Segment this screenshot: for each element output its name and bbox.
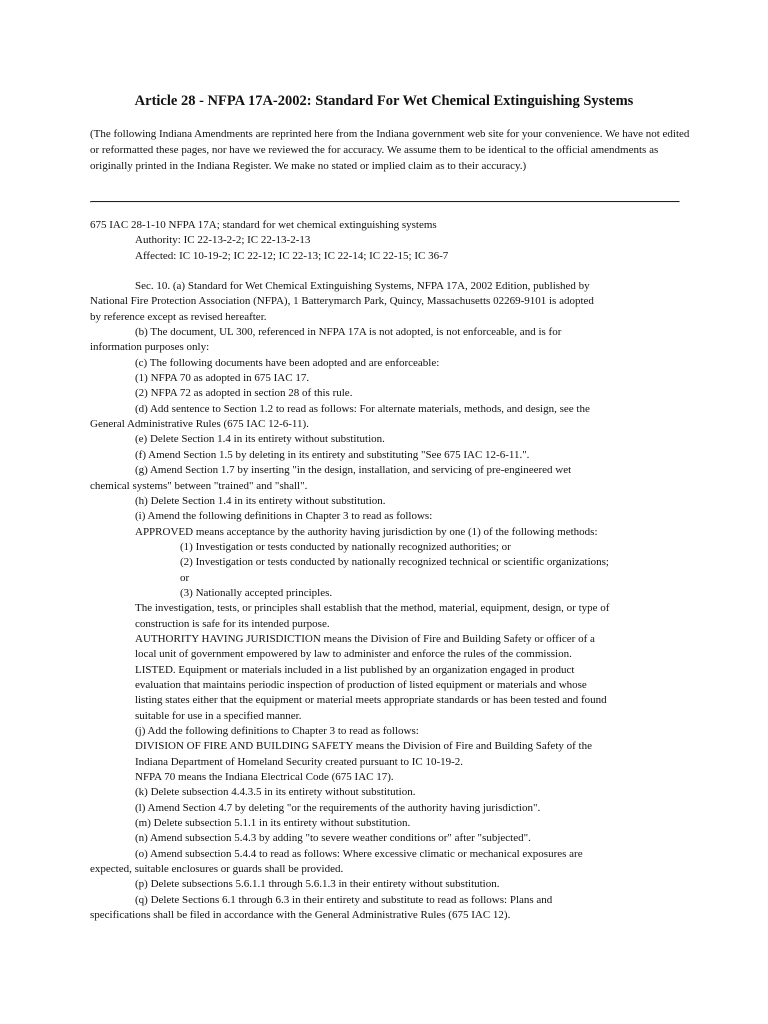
text-line: DIVISION OF FIRE AND BUILDING SAFETY means the Division of Fire and Building Safety of the [135, 740, 592, 753]
rule-body [90, 218, 690, 923]
text-line: (k) Delete subsection 4.4.3.5 in its entirety without substitution. [135, 786, 416, 799]
text-line: (3) Nationally accepted principles. [180, 586, 333, 599]
text-line: (n) Amend subsection 5.4.3 by adding "to severe weather conditions or" after "subjected". [135, 832, 531, 845]
text-line: information purposes only: [90, 341, 210, 354]
text-line: suitable for use in a specified manner. [135, 709, 302, 722]
text-line: evaluation that maintains periodic inspection of production of listed equipment or materials and whose [135, 678, 587, 691]
text-line: Indiana Department of Homeland Security created pursuant to IC 10-19-2. [135, 755, 464, 768]
text-line: NFPA 70 means the Indiana Electrical Code (675 IAC 17). [135, 771, 394, 784]
text-line: (b) The document, UL 300, referenced in NFPA 17A is not adopted, is not enforceable, and is for [135, 326, 562, 339]
section-text [90, 279, 690, 923]
text-line: (j) Add the following definitions to Chapter 3 to read as follows: [135, 725, 419, 737]
rule-citation: 675 IAC 28-1-10 NFPA 17A; standard for wet chemical extinguishing systems [90, 219, 437, 231]
text-line: (g) Amend Section 1.7 by inserting "in the design, installation, and servicing of pre-engineered wet [135, 464, 572, 477]
text-line: (1) Investigation or tests conducted by nationally recognized authorities; or [180, 540, 511, 553]
text-line: (l) Amend Section 4.7 by deleting "or the requirements of the authority having jurisdiction". [135, 801, 541, 814]
document-title: Article 28 - NFPA 17A-2002: Standard For Wet Chemical Extinguishing Systems [134, 93, 634, 109]
text-line: (c) The following documents have been adopted and are enforceable: [135, 356, 440, 369]
text-line: specifications shall be filed in accordance with the General Administrative Rules (675 IAC 12). [90, 909, 511, 922]
text-line: listing states either that the equipment or material meets appropriate standards or has been tested and found [135, 694, 607, 707]
text-line: (1) NFPA 70 as adopted in 675 IAC 17. [135, 372, 310, 385]
text-line: General Administrative Rules (675 IAC 12-6-11). [90, 418, 309, 431]
text-line: chemical systems" between "trained" and "shall". [90, 479, 308, 492]
text-line: (e) Delete Section 1.4 in its entirety without substitution. [135, 433, 385, 446]
text-line: LISTED. Equipment or materials included in a list published by an organization engaged in product [135, 663, 575, 676]
text-line: (i) Amend the following definitions in Chapter 3 to read as follows: [135, 510, 433, 523]
horizontal-rule [90, 201, 680, 203]
text-line: (q) Delete Sections 6.1 through 6.3 in their entirety and substitute to read as follows: Plans and [135, 893, 553, 906]
text-line: The investigation, tests, or principles shall establish that the method, material, equipment, design, or type of [135, 602, 610, 615]
text-line: (d) Add sentence to Section 1.2 to read as follows: For alternate materials, methods, and design, see the [135, 402, 590, 415]
text-line: APPROVED means acceptance by the authority having jurisdiction by one (1) of the following methods: [135, 525, 598, 538]
paragraph-gap [90, 264, 690, 279]
affected-line: Affected: IC 10-19-2; IC 22-12; IC 22-13; IC 22-14; IC 22-15; IC 36-7 [135, 249, 449, 262]
text-line: or [180, 571, 190, 584]
text-line: expected, suitable enclosures or guards shall be provided. [90, 863, 344, 876]
text-line: (f) Amend Section 1.5 by deleting in its entirety and substituting "See 675 IAC 12-6-11.". [135, 448, 530, 461]
text-line: (o) Amend subsection 5.4.4 to read as follows: Where excessive climatic or mechanical exposures are [135, 847, 583, 860]
text-line: (2) Investigation or tests conducted by nationally recognized technical or scientific organizations; [180, 556, 609, 569]
text-line: (m) Delete subsection 5.1.1 in its entirety without substitution. [135, 817, 411, 830]
text-line: (2) NFPA 72 as adopted in section 28 of this rule. [135, 387, 353, 400]
text-line: construction is safe for its intended purpose. [135, 617, 330, 630]
text-line: National Fire Protection Association (NFPA), 1 Batterymarch Park, Quincy, Massachusetts 02269-9101 is adopted [90, 295, 594, 308]
text-line: AUTHORITY HAVING JURISDICTION means the Division of Fire and Building Safety or officer of a [135, 632, 595, 645]
authority-line: Authority: IC 22-13-2-2; IC 22-13-2-13 [135, 234, 311, 247]
text-line: (p) Delete subsections 5.6.1.1 through 5.6.1.3 in their entirety without substitution. [135, 878, 500, 891]
text-line: by reference except as revised hereafter. [90, 310, 267, 323]
text-line: Sec. 10. (a) Standard for Wet Chemical Extinguishing Systems, NFPA 17A, 2002 Edition, published by [135, 280, 590, 293]
text-line: (h) Delete Section 1.4 in its entirety without substitution. [135, 494, 386, 507]
intro-disclaimer: (The following Indiana Amendments are reprinted here from the Indiana government web site for your convenience. We have not edited or reformatted these pages, nor have we reviewed the for accuracy. We assume them to be identical to the official amendments as originally printed in the Indiana Register. We make no stated or implied claim as to their accuracy.) [90, 128, 690, 172]
text-line: local unit of government empowered by law to administer and enforce the rules of the commission. [135, 648, 572, 661]
